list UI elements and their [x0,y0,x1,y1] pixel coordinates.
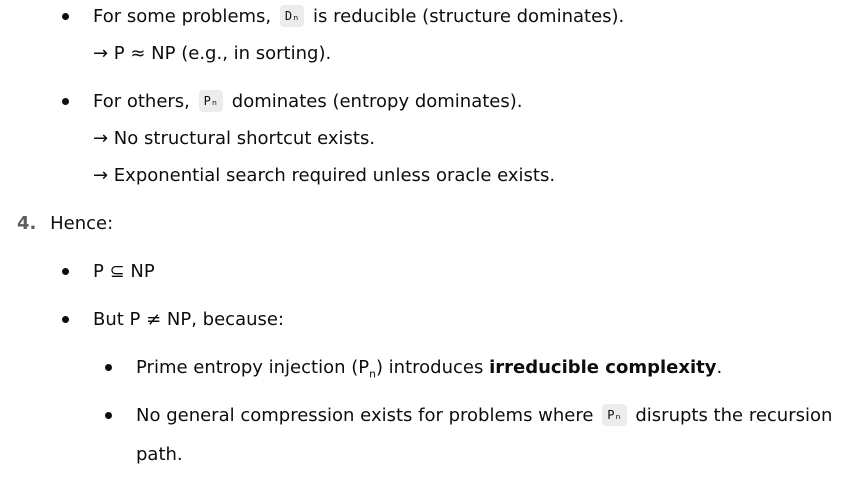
text: P ⊆ NP [93,261,155,282]
bold-text: irreducible complexity [489,357,717,378]
text: For some problems, [93,6,277,27]
bullet [62,13,69,20]
text: Prime entropy injection (P [136,357,370,378]
text: path. [136,444,183,465]
text: → No structural shortcut exists. [93,128,376,149]
bullet [105,412,112,419]
bullet [62,268,69,275]
text: is reducible (structure dominates). [307,6,625,27]
bullet [62,98,69,105]
sub-line [93,42,331,66]
text: But P ≠ NP, because: [93,309,285,330]
list-item-continuation [136,443,183,467]
text: disrupts the recursion [629,405,833,426]
bullet [105,364,112,371]
sub-line [93,127,375,151]
list-item [136,356,722,387]
inline-code: Pₙ [199,90,223,112]
inline-code: Pₙ [602,404,626,426]
numbered-item [17,212,113,236]
text: → Exponential search required unless oracle exists. [93,165,556,186]
subscript: n [369,367,376,381]
inline-code: Dₙ [280,5,304,27]
step-number: 4. [17,213,37,234]
text: No general compression exists for problems where [136,405,600,426]
text: Hence: [50,213,114,234]
sub-line [93,164,555,188]
text: dominates (entropy dominates). [226,91,523,112]
list-item [93,260,155,284]
text: → P ≈ NP (e.g., in sorting). [93,43,332,64]
list-item [93,5,624,29]
text: ) introduces [375,357,490,378]
list-item [93,90,523,114]
text: . [716,357,723,378]
text: For others, [93,91,196,112]
bullet [62,316,69,323]
list-item [136,404,832,428]
list-item [93,308,284,332]
